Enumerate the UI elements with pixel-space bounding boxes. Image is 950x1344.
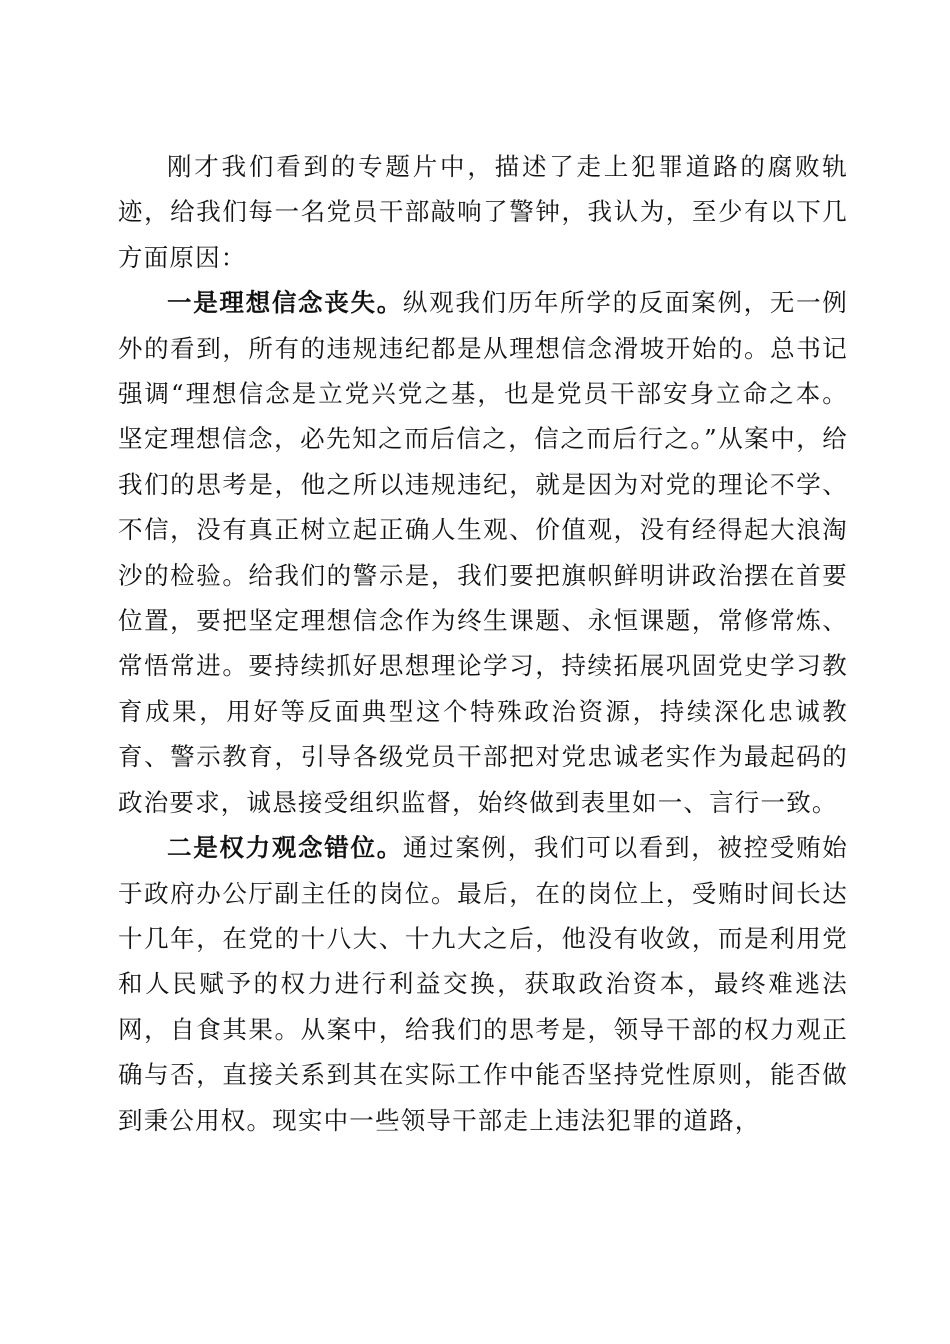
paragraph-text: 刚才我们看到的专题片中，描述了走上犯罪道路的腐败轨迹，给我们每一名党员干部敲响了警钟，我认为，至少有以下几方面原因：: [118, 152, 848, 272]
paragraph-point-1: [118, 280, 848, 825]
document-body: [118, 144, 848, 1143]
paragraph-text: 通过案例，我们可以看到，被控受贿始于政府办公厅副主任的岗位。最后，在的岗位上，受贿时间长达十几年，在党的十八大、十九大之后，他没有收敛，而是利用党和人民赋予的权力进行利益交换，获取政治资本，最终难逃法网，自食其果。从案中，给我们的思考是，领导干部的权力观正确与否，直接关系到其在实际工作中能否坚持党性原则，能否做到秉公用权。现实中一些领导干部走上违法犯罪的道路，: [118, 833, 848, 1135]
paragraph-heading: 一是理想信念丧失。: [167, 288, 403, 318]
paragraph-heading: 二是权力观念错位。: [167, 833, 403, 863]
paragraph-point-2: [118, 825, 848, 1143]
paragraph-intro: [118, 144, 848, 280]
paragraph-text: 纵观我们历年所学的反面案例，无一例外的看到，所有的违规违纪都是从理想信念滑坡开始的。总书记强调“理想信念是立党兴党之基，也是党员干部安身立命之本。坚定理想信念，必先知之而后信之，信之而后行之。”从案中，给我们的思考是，他之所以违规违纪，就是因为对党的理论不学、不信，没有真正树立起正确人生观、价值观，没有经得起大浪淘沙的检验。给我们的警示是，我们要把旗帜鲜明讲政治摆在首要位置，要把坚定理想信念作为终生课题、永恒课题，常修常炼、常悟常进。要持续抓好思想理论学习，持续拓展巩固党史学习教育成果，用好等反面典型这个特殊政治资源，持续深化忠诚教育、警示教育，引导各级党员干部把对党忠诚老实作为最起码的政治要求，诚恳接受组织监督，始终做到表里如一、言行一致。: [118, 288, 848, 817]
